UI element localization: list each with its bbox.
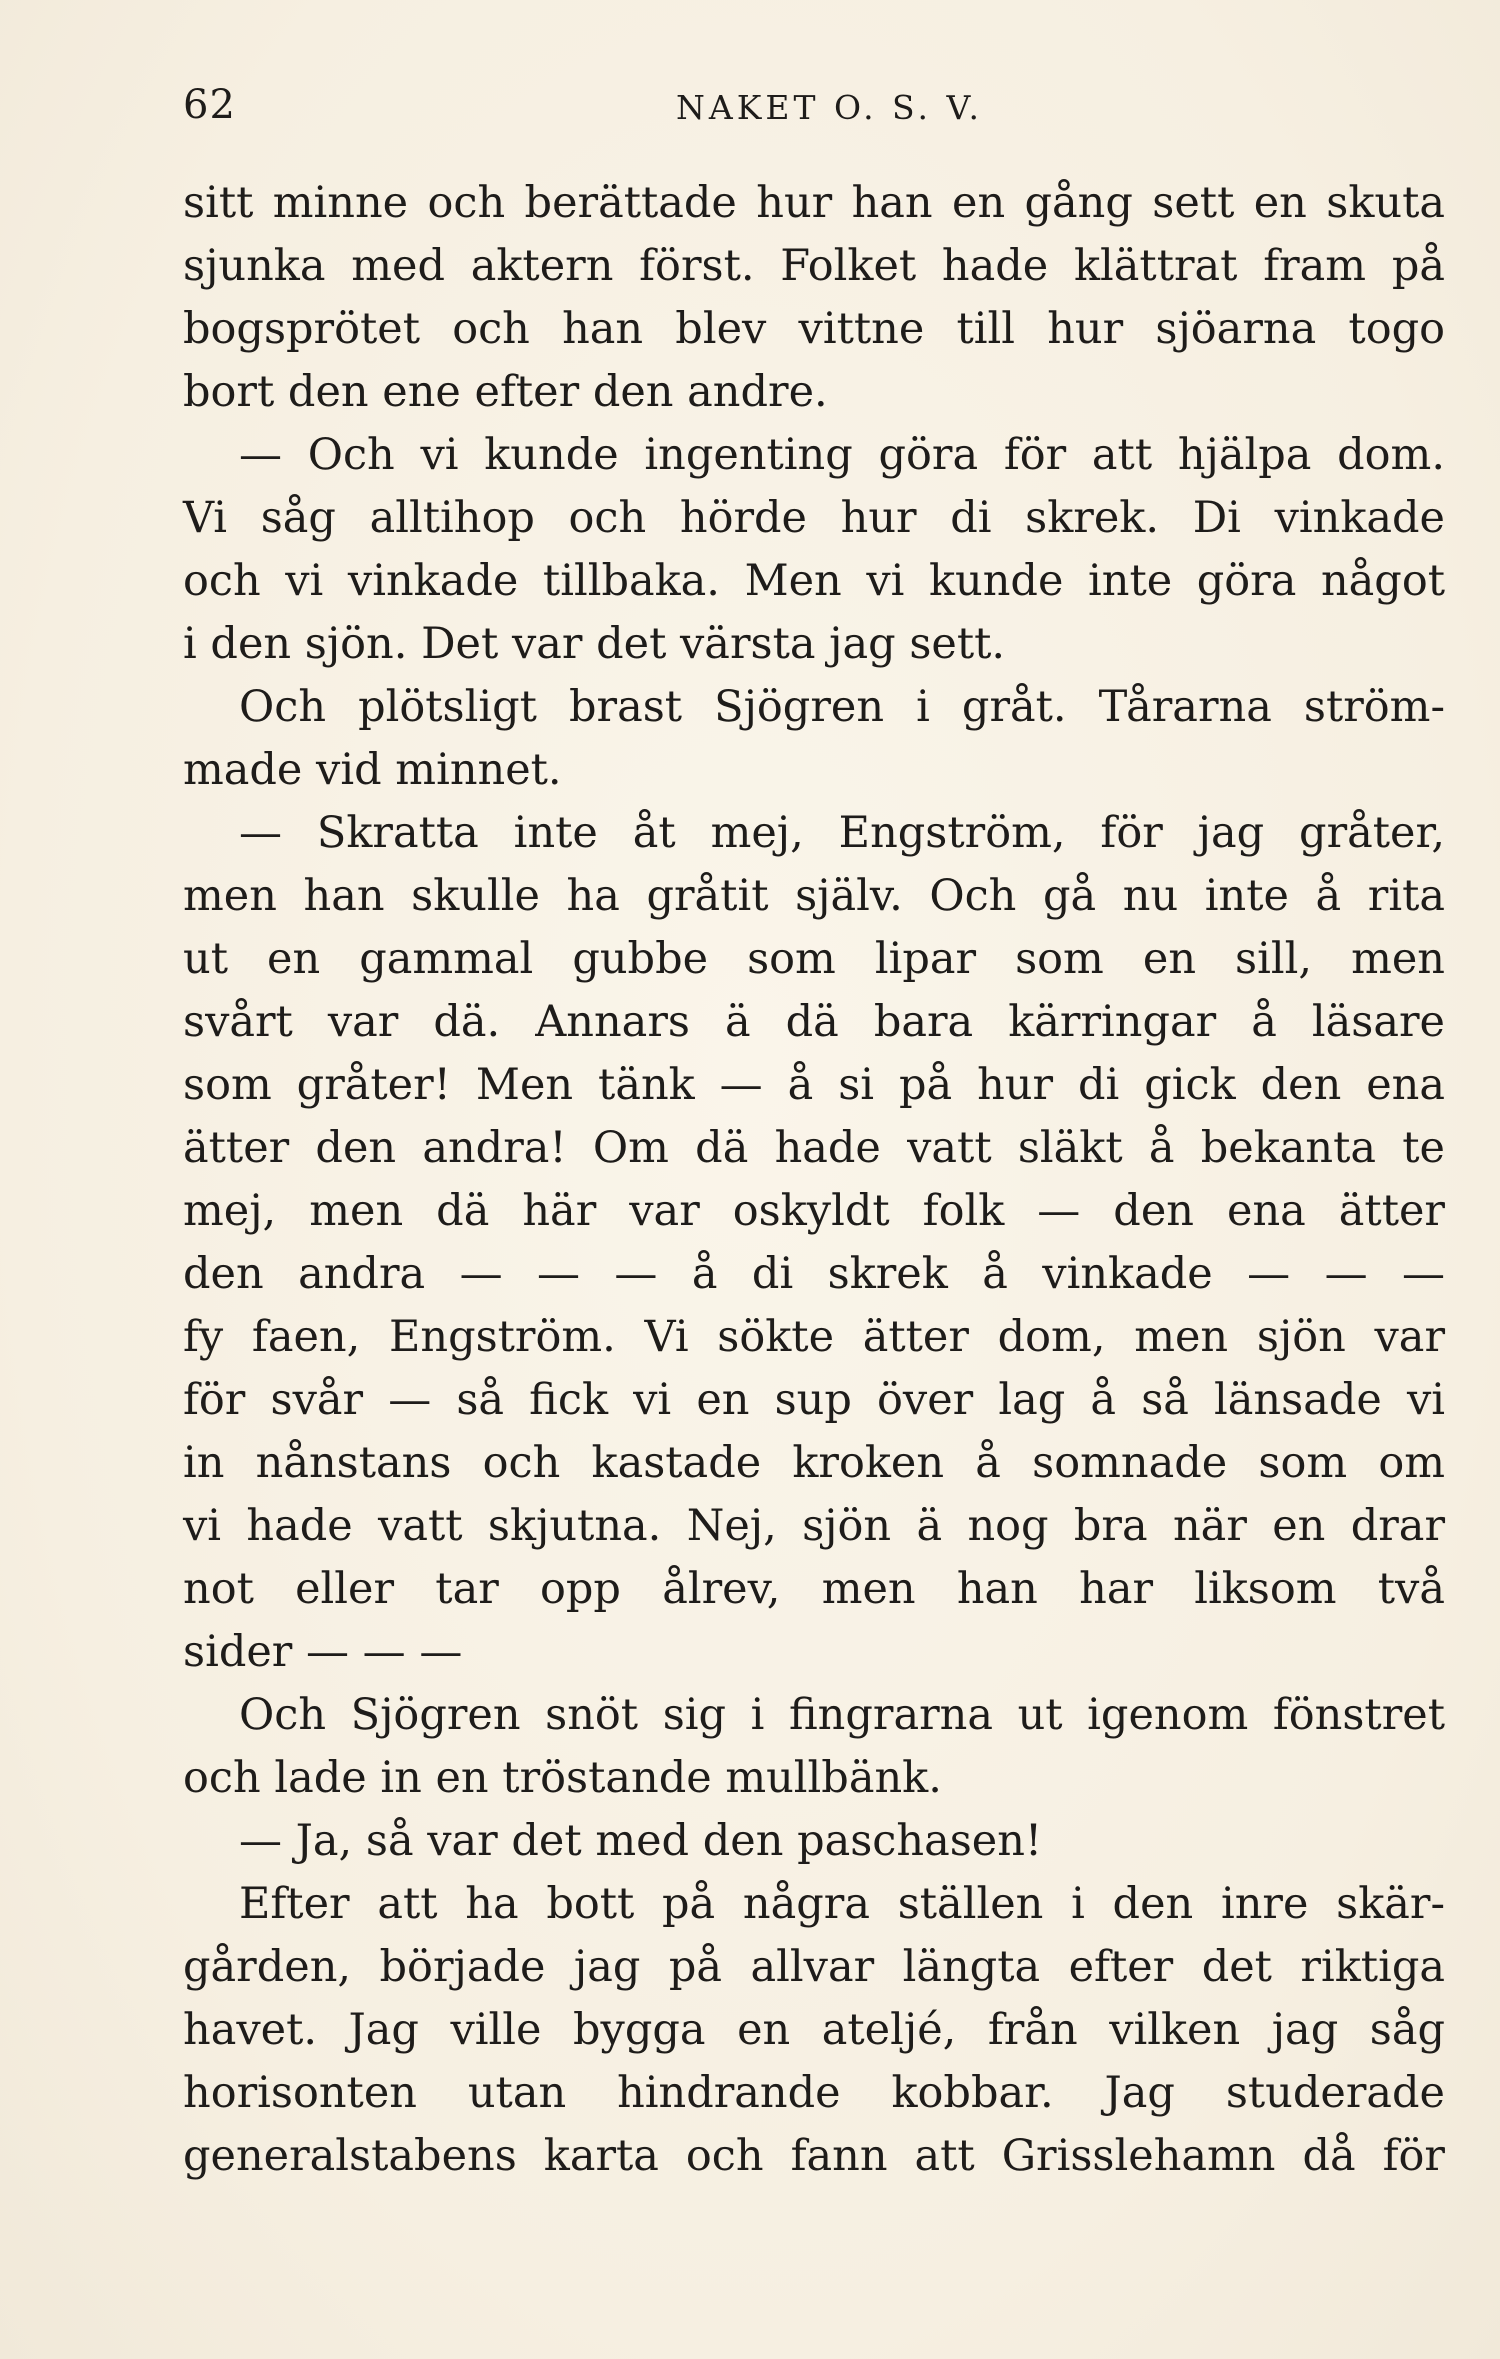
running-head: NAKET O. S. V. [676,88,984,127]
text-line: generalstabens karta och fann att Grisslehamn då för [183,2131,1445,2181]
text-line: och lade in en tröstande mullbänk. [183,1753,942,1803]
text-line: för svår — så fick vi en sup över lag å så länsade vi [183,1375,1445,1425]
text-line: Och Sjögren snöt sig i fingrarna ut igenom fönstret [239,1690,1445,1740]
text-line: den andra — — — å di skrek å vinkade — — — [183,1249,1445,1299]
text-line: — Ja, så var det med den paschasen! [239,1816,1043,1866]
text-line: som gråter! Men tänk — å si på hur di gick den ena [183,1060,1445,1110]
text-line: Och plötsligt brast Sjögren i gråt. Tårarna ström- [239,682,1445,732]
text-line: Efter att ha bott på några ställen i den inre skär- [239,1879,1445,1929]
body-text [183,172,1445,2188]
text-line: ätter den andra! Om dä hade vatt släkt å bekanta te [183,1123,1445,1173]
text-line: men han skulle ha gråtit själv. Och gå nu inte å rita [183,871,1445,921]
text-line: horisonten utan hindrande kobbar. Jag studerade [183,2068,1445,2118]
text-line: — Skratta inte åt mej, Engström, för jag gråter, [239,808,1445,858]
text-line: och vi vinkade tillbaka. Men vi kunde inte göra något [183,556,1445,606]
page-header [183,82,1443,142]
text-line: bort den ene efter den andre. [183,367,828,417]
text-line: sitt minne och berättade hur han en gång sett en skuta [183,178,1445,228]
text-line: fy faen, Engström. Vi sökte ätter dom, men sjön var [183,1312,1445,1362]
text-line: — Och vi kunde ingenting göra för att hjälpa dom. [239,430,1445,480]
text-line: not eller tar opp ålrev, men han har liksom två [183,1564,1445,1614]
text-line: made vid minnet. [183,745,562,795]
text-line: vi hade vatt skjutna. Nej, sjön ä nog bra när en drar [183,1501,1445,1551]
text-line: sider — — — [183,1627,463,1677]
text-line: sjunka med aktern först. Folket hade klättrat fram på [183,241,1445,291]
text-line: ut en gammal gubbe som lipar som en sill, men [183,934,1445,984]
text-line: mej, men dä här var oskyldt folk — den ena ätter [183,1186,1445,1236]
text-line: bogsprötet och han blev vittne till hur sjöarna togo [183,304,1445,354]
page-number: 62 [183,82,236,128]
text-line: in nånstans och kastade kroken å somnade som om [183,1438,1445,1488]
text-line: svårt var dä. Annars ä dä bara kärringar å läsare [183,997,1445,1047]
text-line: Vi såg alltihop och hörde hur di skrek. Di vinkade [183,493,1445,543]
text-line: i den sjön. Det var det värsta jag sett. [183,619,1006,669]
text-line: gården, började jag på allvar längta efter det riktiga [183,1942,1445,1992]
text-line: havet. Jag ville bygga en ateljé, från vilken jag såg [183,2005,1445,2055]
